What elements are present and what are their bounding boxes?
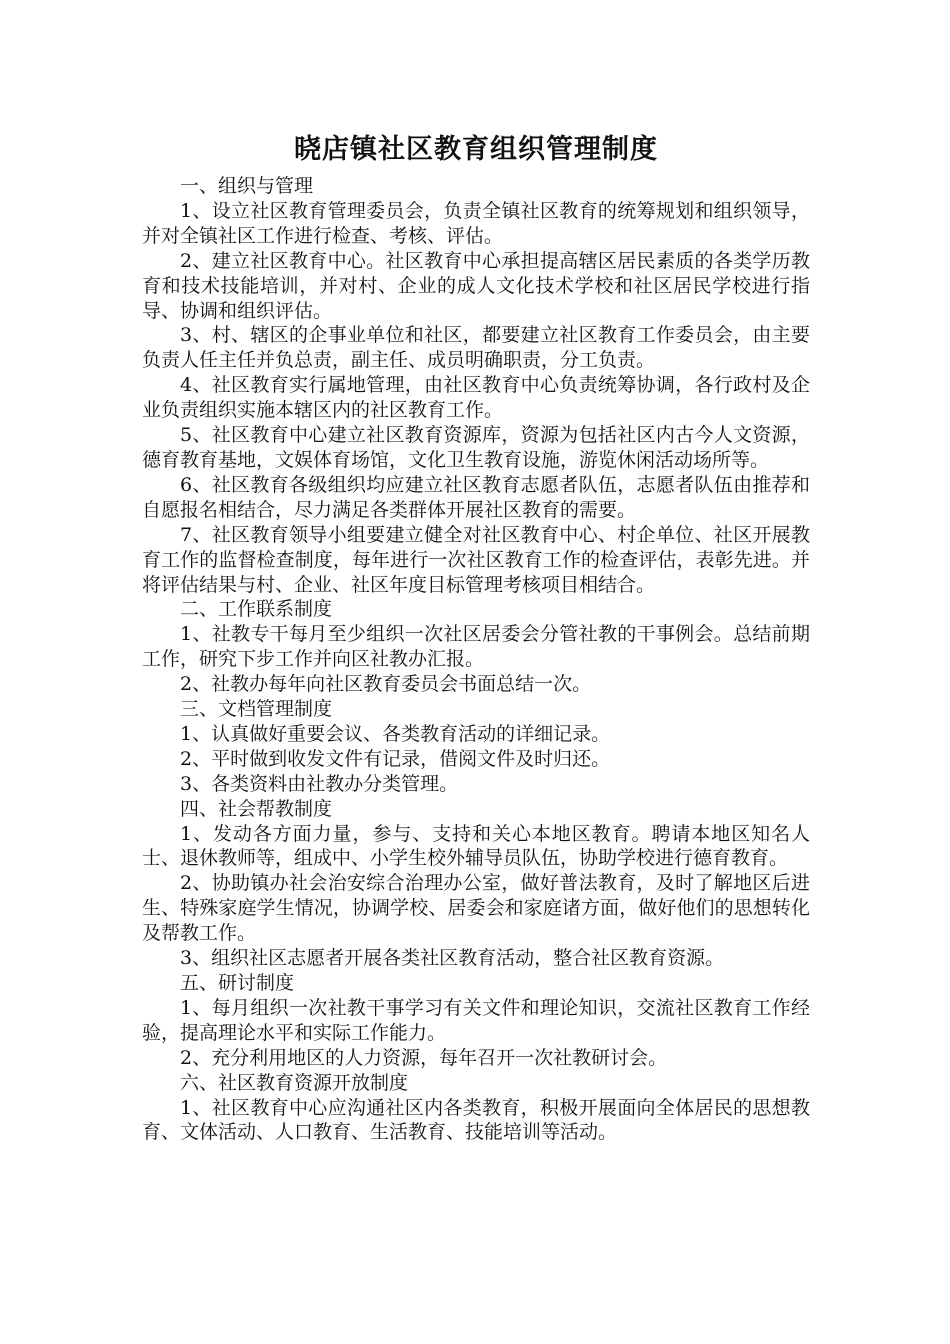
paragraph: 3、各类资料由社教办分类管理。 (180, 772, 459, 795)
paragraph: 3、组织社区志愿者开展各类社区教育活动，整合社区教育资源。 (180, 947, 725, 970)
paragraph: 1、发动各方面力量，参与、支持和关心本地区教育。聘请本地区知名人士、退休教师等，组成中、小学生校外辅导员队伍，协助学校进行德育教育。 (142, 822, 810, 870)
section-heading-2: 二、工作联系制度 (180, 598, 333, 621)
paragraph: 2、建立社区教育中心。社区教育中心承担提高辖区居民素质的各类学历教育和技术技能培训，并对村、企业的成人文化技术学校和社区居民学校进行指导、协调和组织评估。 (142, 249, 810, 322)
paragraph: 4、社区教育实行属地管理，由社区教育中心负责统筹协调，各行政村及企业负责组织实施本辖区内的社区教育工作。 (142, 374, 810, 422)
document-title: 晓店镇社区教育组织管理制度 (294, 134, 658, 165)
paragraph: 1、每月组织一次社教干事学习有关文件和理论知识，交流社区教育工作经验，提高理论水平和实际工作能力。 (142, 996, 810, 1044)
paragraph: 7、社区教育领导小组要建立健全对社区教育中心、村企单位、社区开展教育工作的监督检查制度，每年进行一次社区教育工作的检查评估，表彰先进。并将评估结果与村、企业、社区年度目标管理考核项目相结合。 (142, 523, 810, 596)
section-heading-1: 一、组织与管理 (180, 175, 314, 197)
paragraph: 1、社区教育中心应沟通社区内各类教育，积极开展面向全体居民的思想教育、文体活动、人口教育、生活教育、技能培训等活动。 (142, 1096, 810, 1144)
paragraph: 6、社区教育各级组织均应建立社区教育志愿者队伍，志愿者队伍由推荐和自愿报名相结合，尽力满足各类群体开展社区教育的需要。 (142, 473, 810, 521)
paragraph: 2、社教办每年向社区教育委员会书面总结一次。 (180, 673, 592, 696)
section-heading-3: 三、文档管理制度 (180, 698, 333, 721)
document-content (142, 174, 810, 1145)
paragraph: 3、村、辖区的企事业单位和社区，都要建立社区教育工作委员会，由主要负责人任主任并负总责，副主任、成员明确职责，分工负责。 (142, 324, 810, 372)
document-body (142, 128, 810, 1145)
section-heading-5: 五、研讨制度 (180, 972, 295, 994)
section-heading-4: 四、社会帮教制度 (180, 797, 333, 820)
section-heading-6: 六、社区教育资源开放制度 (180, 1071, 409, 1094)
paragraph: 1、社教专干每月至少组织一次社区居委会分管社教的干事例会。总结前期工作，研究下步工作并向区社教办汇报。 (142, 623, 810, 671)
paragraph: 5、社区教育中心建立社区教育资源库，资源为包括社区内古今人文资源，德育教育基地，文娱体育场馆，文化卫生教育设施，游览休闲活动场所等。 (142, 424, 810, 471)
paragraph: 2、协助镇办社会治安综合治理办公室，做好普法教育，及时了解地区后进生、特殊家庭学生情况，协调学校、居委会和家庭诸方面，做好他们的思想转化及帮教工作。 (142, 872, 810, 945)
paragraph: 1、设立社区教育管理委员会，负责全镇社区教育的统筹规划和组织领导，并对全镇社区工作进行检查、考核、评估。 (142, 199, 810, 247)
paragraph: 1、认真做好重要会议、各类教育活动的详细记录。 (180, 722, 611, 745)
paragraph: 2、平时做到收发文件有记录，借阅文件及时归还。 (180, 747, 611, 770)
paragraph: 2、充分利用地区的人力资源，每年召开一次社教研讨会。 (180, 1046, 668, 1069)
